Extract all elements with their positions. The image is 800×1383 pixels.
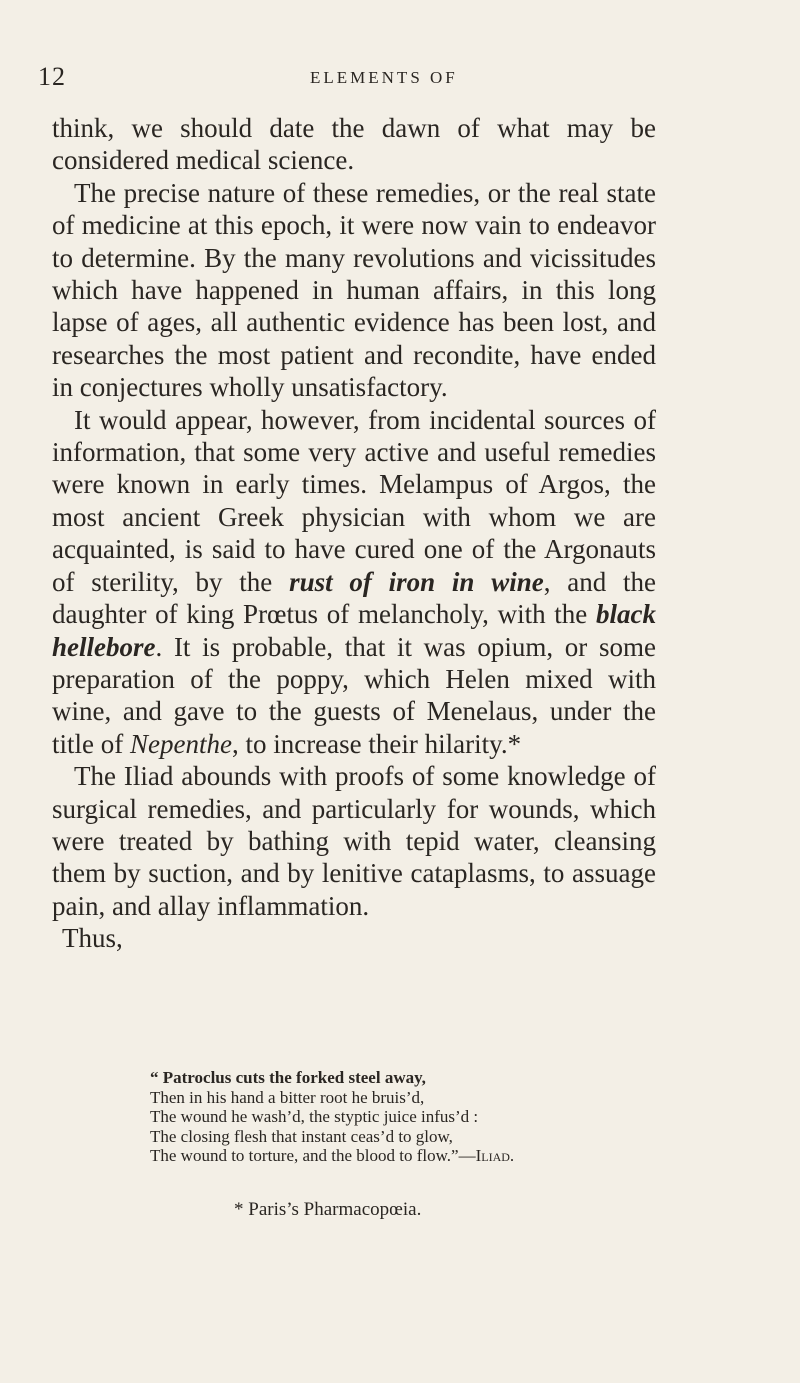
footnote: * Paris’s Pharmacopœia.	[234, 1199, 422, 1220]
paragraph-text: , and the daughter of king Prœtus of melancholy, with the	[52, 566, 656, 630]
paragraph-text: . It is probable, that it was opium, or some preparation of the poppy, which Helen mixed with wine, and gave to the guests of Menelaus, under the title of	[52, 631, 656, 759]
verse-line-last	[150, 1146, 670, 1166]
paragraph-melampus	[52, 404, 656, 760]
paragraph-continuation: think, we should date the dawn of what may be considered medical science.	[52, 113, 656, 176]
verse-line-text: The wound to torture, and the blood to flow.”—	[150, 1146, 476, 1165]
verse-line: “ Patroclus cuts the forked steel away,	[150, 1068, 426, 1087]
quote-source: Iliad.	[475, 1146, 515, 1165]
verse-quotation	[150, 1068, 670, 1166]
emphasis-nepenthe: Nepenthe	[129, 728, 232, 759]
running-head: ELEMENTS OF	[310, 68, 458, 87]
thus-line: Thus,	[62, 923, 123, 954]
body-text	[52, 112, 656, 955]
emphasis-black-hellebore: black hellebore	[52, 599, 656, 662]
verse-line: The wound he wash’d, the styptic juice infus’d :	[150, 1107, 479, 1126]
page-header	[38, 62, 558, 98]
page-number: 12	[38, 62, 66, 91]
emphasis-rust-of-iron: rust of iron in wine	[289, 566, 544, 597]
paragraph-text: It would appear, however, from incidental sources of information, that some very active and useful remedies were known in early times. Melampus of Argos, the most ancient Greek physician with whom we are acquainted, is said to have cured one of the Argonauts of sterility, by the	[52, 404, 656, 597]
paragraph-text: , to increase their hilarity.*	[231, 728, 522, 759]
paragraph-iliad: The Iliad abounds with proofs of some knowledge of surgical remedies, and particularly for wounds, which were treated by bathing with tepid water, cleansing them by suction, and by lenitive cataplasms, to assuage pain, and allay inflammation.	[52, 761, 656, 921]
paragraph-precise-nature: The precise nature of these remedies, or the real state of medicine at this epoch, it were now vain to endeavor to determine. By the many revolutions and vicissitudes which have happened in human affairs, in this long lapse of ages, all authentic evidence has been lost, and researches the most patient and recondite, have ended in conjectures wholly unsatisfactory.	[52, 177, 656, 403]
verse-line: Then in his hand a bitter root he bruis’d,	[150, 1087, 425, 1107]
verse-line: The closing flesh that instant ceas’d to glow,	[150, 1126, 453, 1146]
